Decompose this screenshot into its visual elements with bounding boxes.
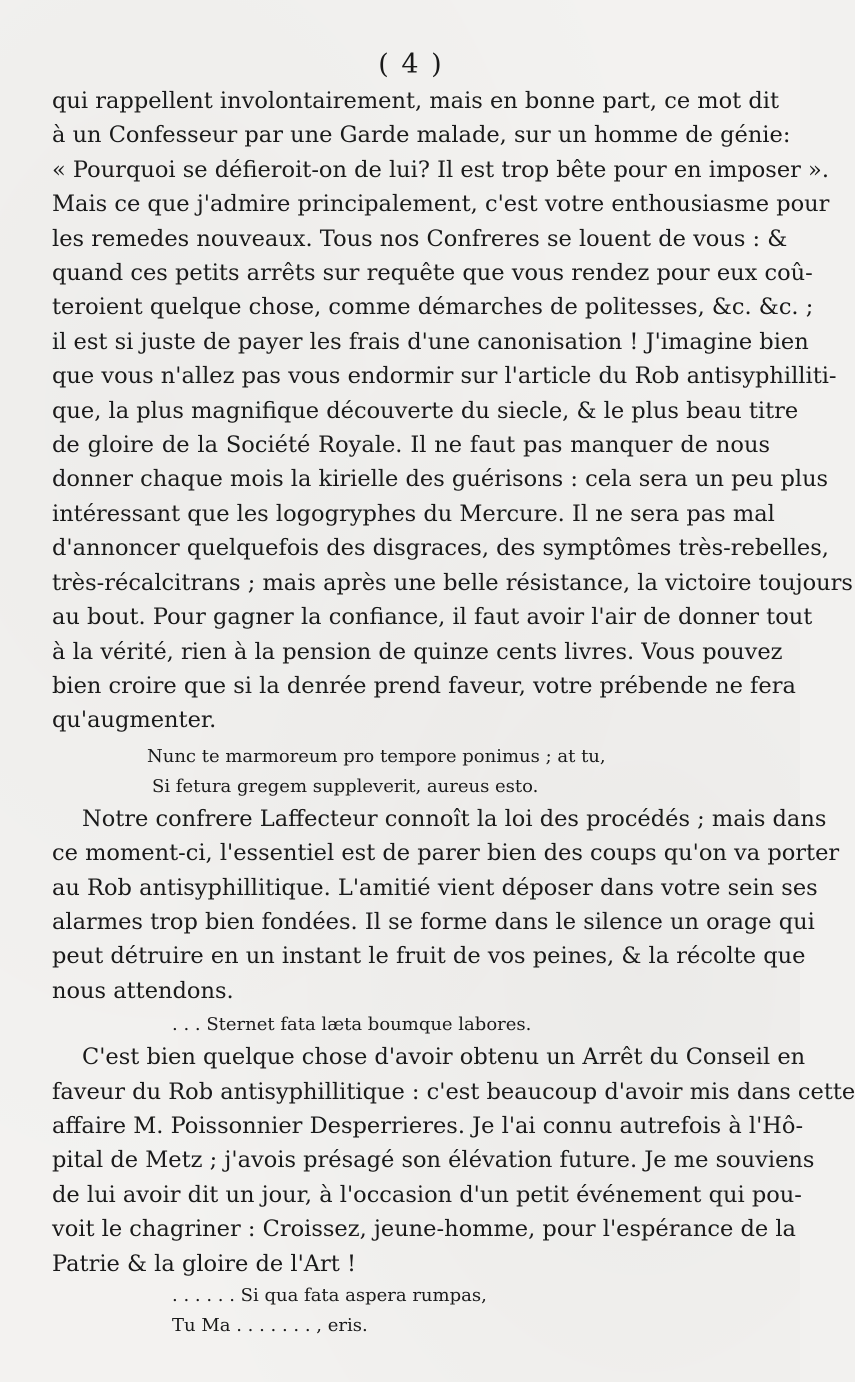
text-line: de lui avoir dit un jour, à l'occasion d'un petit événement qui pou- [52,1181,802,1208]
text-line: teroient quelque chose, comme démarches de politesses, &c. &c. ; [52,294,814,321]
verse-line: Si fetura gregem suppleverit, aureus esto. [152,775,539,797]
text-line: que vous n'allez pas vous endormir sur l'article du Rob antisyphilliti- [52,363,837,390]
verse-quote-1 [52,742,770,802]
text-line: ce moment-ci, l'essentiel est de parer bien des coups qu'on va porter [52,840,840,867]
verse-line: . . . Sternet fata læta boumque labores. [172,1014,532,1036]
text-line: nous attendons. [52,977,234,1004]
text-line: d'annoncer quelquefois des disgraces, des symptômes très-rebelles, [52,535,829,562]
text-line: « Pourquoi se défieroit-on de lui? Il est trop bête pour en imposer ». [52,156,829,183]
text-line: à la vérité, rien à la pension de quinze cents livres. Vous pouvez [52,638,783,665]
text-line: voit le chagriner : Croissez, jeune-homme, pour l'espérance de la [52,1216,796,1243]
text-line: il est si juste de payer les frais d'une canonisation ! J'imagine bien [52,328,809,355]
page-number: ( 4 ) [378,49,444,80]
text-line: Patrie & la gloire de l'Art ! [52,1250,357,1277]
text-line: bien croire que si la denrée prend faveur, votre prébende ne fera [52,672,796,699]
text-line: affaire M. Poissonnier Desperrieres. Je l'ai connu autrefois à l'Hô- [52,1112,804,1139]
text-line: faveur du Rob antisyphillitique : c'est beaucoup d'avoir mis dans cette [52,1078,855,1105]
text-line: alarmes trop bien fondées. Il se forme dans le silence un orage qui [52,908,815,935]
text-line: au bout. Pour gagner la confiance, il faut avoir l'air de donner tout [52,604,813,631]
text-line: donner chaque mois la kirielle des guérisons : cela sera un peu plus [52,466,829,493]
text-line: peut détruire en un instant le fruit de vos peines, & la récolte que [52,943,806,970]
text-line: les remedes nouveaux. Tous nos Confreres se louent de vous : & [52,225,788,252]
paragraph-2 [52,802,840,1008]
verse-line: . . . . . . Si qua fata aspera rumpas, [172,1285,487,1306]
verse-line: Tu Ma . . . . . . . , eris. [172,1315,368,1336]
text-line: C'est bien quelque chose d'avoir obtenu un Arrêt du Conseil en [82,1044,806,1071]
text-line: de gloire de la Société Royale. Il ne faut pas manquer de nous [52,432,770,459]
text-line: quand ces petits arrêts sur requête que vous rendez pour eux coû- [52,260,813,287]
text-line: que, la plus magnifique découverte du siecle, & le plus beau titre [52,397,799,424]
text-line: très-récalcitrans ; mais après une belle résistance, la victoire toujours [52,569,853,596]
text-line: qu'augmenter. [52,707,217,734]
text-line: intéressant que les logogryphes du Mercure. Il ne sera pas mal [52,500,775,527]
text-line: pital de Metz ; j'avois présagé son élévation future. Je me souviens [52,1147,815,1174]
text-line: à un Confesseur par une Garde malade, sur un homme de génie: [52,122,791,149]
text-line: Mais ce que j'admire principalement, c'est votre enthousiasme pour [52,191,830,218]
paragraph-3 [52,1040,855,1281]
paragraph-1 [52,84,853,738]
verse-line: Nunc te marmoreum pro tempore ponimus ; at tu, [147,745,606,767]
verse-quote-3 [52,1281,770,1341]
verse-quote-2 [52,1010,770,1040]
text-line: Notre confrere Laffecteur connoît la loi des procédés ; mais dans [82,805,827,832]
text-line: qui rappellent involontairement, mais en bonne part, ce mot dit [52,88,780,114]
text-line: au Rob antisyphillitique. L'amitié vient déposer dans votre sein ses [52,874,818,901]
